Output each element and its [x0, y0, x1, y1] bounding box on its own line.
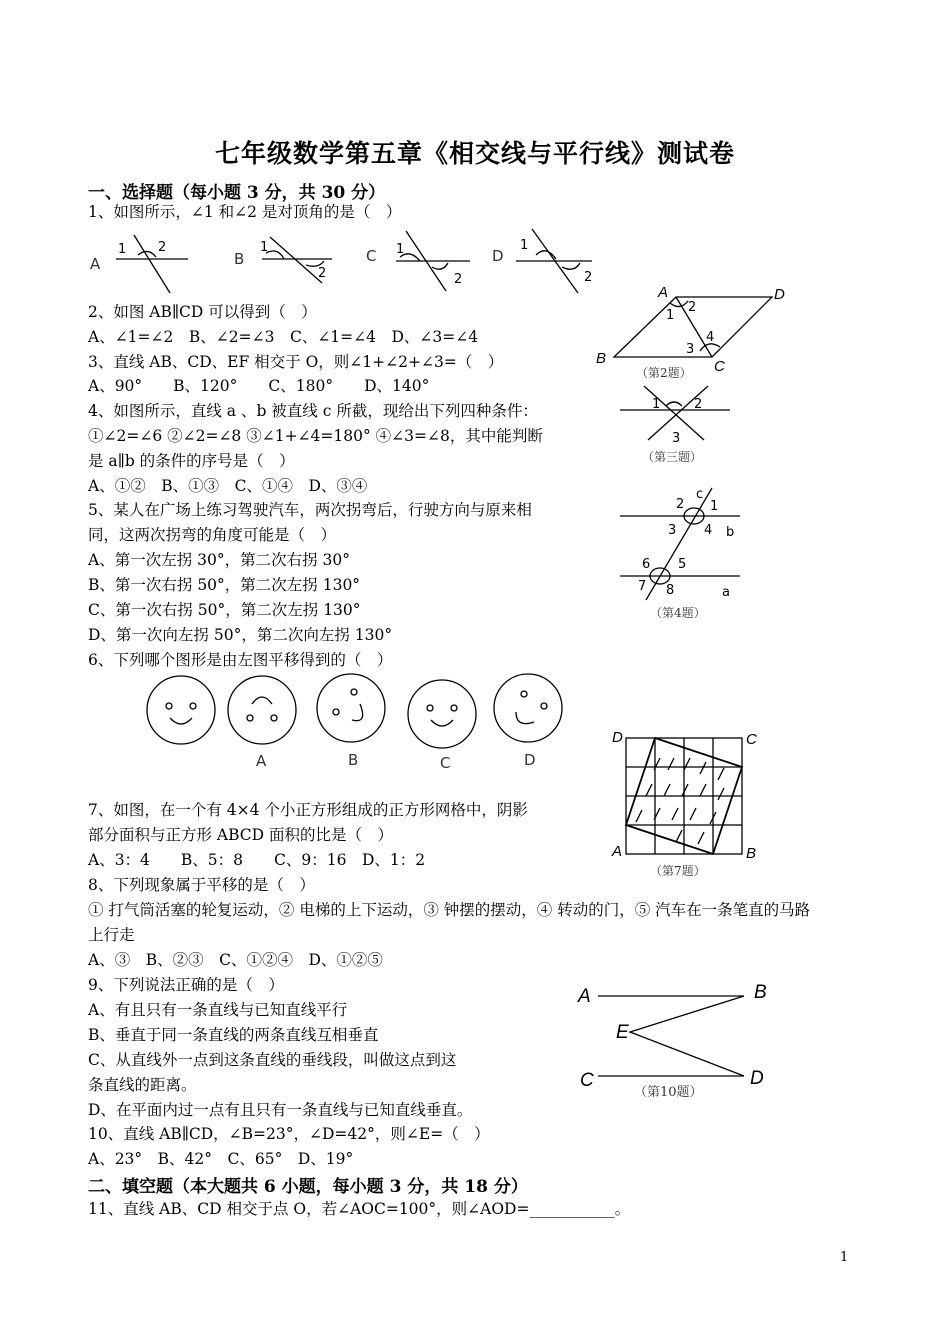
- q1-c-label-2: 2: [454, 272, 463, 287]
- q9-option-c-line2: 条直线的距离。: [88, 1076, 197, 1094]
- q9-option-a: A、有且只有一条直线与已知直线平行: [88, 1001, 348, 1019]
- q5-option-d: D、第一次向左拐 50°，第二次向左拐 130°: [88, 626, 393, 644]
- q6-faces: [144, 672, 584, 752]
- q4-tail: 是 a∥b 的条件的序号是（ ）: [88, 452, 295, 470]
- q4-options: A、①② B、①③ C、①④ D、③④: [88, 477, 368, 495]
- q4-label-7: 7: [638, 579, 647, 594]
- q1-angle-figures: [100, 225, 660, 305]
- q3-caption: （第三题）: [642, 450, 703, 464]
- q2-label-2: 2: [688, 300, 697, 315]
- q2-label-a: A: [658, 284, 669, 301]
- section-choice-heading: 一、选择题（每小题 3 分，共 30 分）: [88, 183, 386, 203]
- q4-label-3: 3: [668, 523, 677, 538]
- q3-label-3: 3: [672, 431, 681, 446]
- q10-label-a: A: [578, 986, 591, 1007]
- q1-option-a: A: [90, 255, 101, 273]
- q2-label-4: 4: [706, 330, 715, 345]
- q7-grid-figure: [612, 728, 772, 862]
- section-fill-heading: 二、填空题（本大题共 6 小题，每小题 3 分，共 18 分）: [88, 1177, 528, 1197]
- q2-label-c: C: [714, 358, 725, 375]
- q1-d-label-2: 2: [584, 270, 593, 285]
- q5-option-b: B、第一次右拐 50°，第二次左拐 130°: [88, 576, 361, 594]
- q8-options: A、③ B、②③ C、①②④ D、①②⑤: [88, 951, 383, 969]
- q11-stem: 11、直线 AB、CD 相交于点 O，若∠AOC=100°，则∠AOD=___________。: [88, 1200, 631, 1218]
- q10-figure: [576, 982, 796, 1092]
- q4-figure: [620, 484, 750, 604]
- q4-stem: 4、如图所示，直线 a 、b 被直线 c 所截，现给出下列四种条件：: [88, 402, 538, 420]
- page-number: 1: [840, 1250, 849, 1265]
- q2-caption: （第2题）: [636, 366, 692, 380]
- q6-option-b: B: [348, 751, 359, 769]
- q2-label-d: D: [774, 286, 785, 303]
- q4-label-c: c: [696, 487, 704, 502]
- q1-a-label-1: 1: [118, 242, 127, 257]
- q4-label-4: 4: [704, 523, 713, 538]
- q7-stem-line2: 部分面积与正方形 ABCD 面积的比是（ ）: [88, 826, 394, 844]
- q9-option-d: D、在平面内过一点有且只有一条直线与已知直线垂直。: [88, 1101, 473, 1119]
- q5-stem-line2: 同，这两次拐弯的角度可能是（ ）: [88, 526, 337, 544]
- q10-caption: （第10题）: [634, 1085, 703, 1100]
- q9-option-b: B、垂直于同一条直线的两条直线互相垂直: [88, 1026, 379, 1044]
- q8-body-line2: 上行走: [88, 926, 135, 944]
- q7-label-b: B: [746, 845, 757, 862]
- q8-stem: 8、下列现象属于平移的是（ ）: [88, 876, 315, 894]
- q5-option-c: C、第一次右拐 50°，第二次左拐 130°: [88, 601, 361, 619]
- q4-label-2: 2: [676, 497, 685, 512]
- q6-option-c: C: [440, 754, 451, 772]
- q1-b-label-2: 2: [318, 266, 327, 281]
- q1-b-label-1: 1: [260, 240, 269, 255]
- q7-label-a: A: [612, 843, 623, 860]
- q2-label-b: B: [596, 350, 607, 367]
- q10-label-e: E: [616, 1022, 629, 1043]
- q6-stem: 6、下列哪个图形是由左图平移得到的（ ）: [88, 651, 393, 669]
- q1-a-label-2: 2: [158, 240, 167, 255]
- q4-label-b: b: [726, 525, 735, 540]
- q4-label-a: a: [722, 585, 730, 600]
- q3-options: A、90° B、120° C、180° D、140°: [88, 377, 430, 395]
- q5-stem-line1: 5、某人在广场上练习驾驶汽车，两次拐弯后，行驶方向与原来相: [88, 501, 532, 519]
- q1-c-label-1: 1: [396, 242, 405, 257]
- q10-label-d: D: [750, 1068, 764, 1089]
- q6-option-a: A: [256, 752, 267, 770]
- q1-option-c: C: [366, 247, 377, 265]
- q2-options: A、∠1=∠2 B、∠2=∠3 C、∠1=∠4 D、∠3=∠4: [88, 328, 479, 346]
- q4-conditions: ①∠2=∠6 ②∠2=∠8 ③∠1+∠4=180° ④∠3=∠8，其中能判断: [88, 427, 543, 445]
- q3-label-2: 2: [694, 397, 703, 412]
- q4-caption: （第4题）: [650, 606, 706, 620]
- q5-option-a: A、第一次左拐 30°，第二次右拐 30°: [88, 551, 350, 569]
- q4-label-1: 1: [710, 499, 719, 514]
- q2-label-1: 1: [666, 308, 675, 323]
- q1-option-d: D: [492, 247, 504, 265]
- q10-stem: 10、直线 AB∥CD，∠B=23°，∠D=42°，则∠E=（ ）: [88, 1125, 490, 1143]
- q7-label-d: D: [612, 729, 623, 746]
- q1-stem: 1、如图所示，∠1 和∠2 是对顶角的是（ ）: [88, 203, 402, 221]
- q7-stem-line1: 7、如图，在一个有 4×4 个小正方形组成的正方形网格中，阴影: [88, 801, 528, 819]
- q2-stem: 2、如图 AB∥CD 可以得到（ ）: [88, 303, 317, 321]
- q9-option-c-line1: C、从直线外一点到这条直线的垂线段，叫做这点到这: [88, 1051, 457, 1069]
- q2-figure: [596, 283, 796, 378]
- page-title: 七年级数学第五章《相交线与平行线》测试卷: [214, 139, 735, 168]
- q7-options: A、3：4 B、5：8 C、9：16 D、1：2: [88, 851, 426, 869]
- q3-stem: 3、直线 AB、CD、EF 相交于 O，则∠1+∠2+∠3=（ ）: [88, 353, 504, 371]
- q7-label-c: C: [746, 731, 757, 748]
- q4-label-8: 8: [666, 583, 675, 598]
- q10-label-b: B: [754, 982, 767, 1003]
- q1-option-b: B: [234, 250, 245, 268]
- q7-hatch: [636, 758, 724, 844]
- q8-body-line1: ① 打气筒活塞的轮复运动，② 电梯的上下运动，③ 钟摆的摆动，④ 转动的门，⑤ 汽车在一条笔直的马路: [88, 901, 811, 919]
- q7-caption: （第7题）: [650, 864, 706, 878]
- q4-label-5: 5: [678, 557, 687, 572]
- q10-options: A、23° B、42° C、65° D、19°: [88, 1150, 354, 1168]
- q2-label-3: 3: [686, 342, 695, 357]
- q9-stem: 9、下列说法正确的是（ ）: [88, 976, 284, 994]
- q6-option-d: D: [524, 751, 536, 769]
- q3-figure: [620, 384, 740, 444]
- q1-d-label-1: 1: [520, 238, 529, 253]
- q4-label-6: 6: [642, 557, 651, 572]
- q10-label-c: C: [580, 1070, 594, 1091]
- q3-label-1: 1: [652, 397, 661, 412]
